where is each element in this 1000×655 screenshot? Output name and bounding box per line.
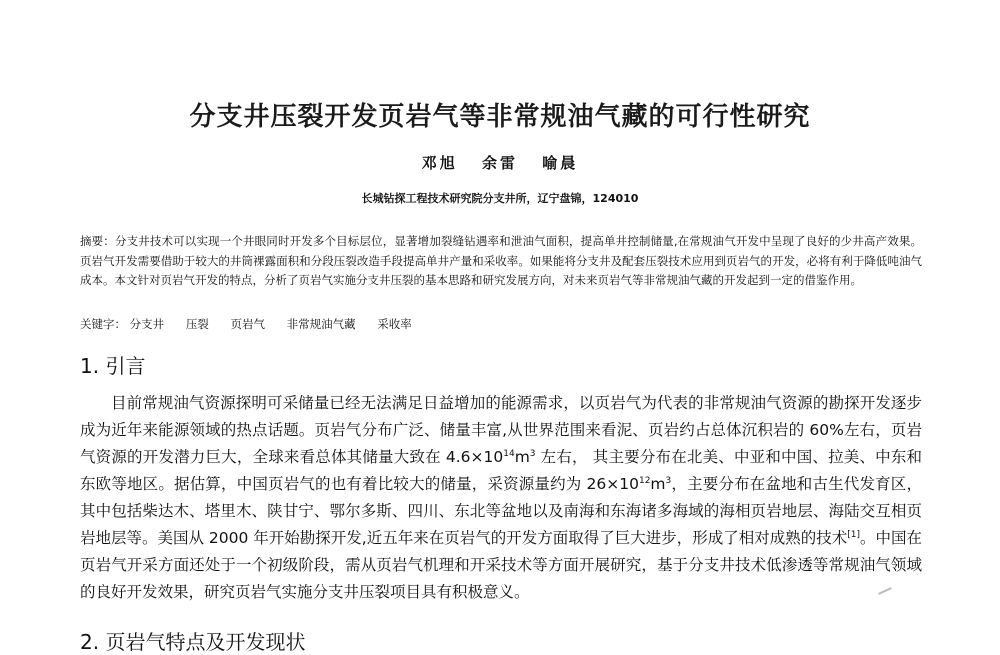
superscript-exponent: 14 [503,448,515,459]
keyword: 压裂 [185,317,209,331]
keyword: 采收率 [377,317,412,331]
superscript-exponent: 3 [529,448,536,459]
paper-title: 分支井压裂开发页岩气等非常规油气藏的可行性研究 [189,102,811,132]
paragraph-text: 目前常规油气资源探明可采储量已经无法满足日益增加的能源需求，以页岩气为代表的非常规油气资源的勘探开发逐步成为近年来能源领域的热点话题。页岩气分布广泛、储量丰富,从世界范围来看泥、页岩约占总体沉积岩的 60%左右，页岩气资源的开发潜力巨大，全球来看总体其储量大致在 4.6×10 [80,394,922,466]
keyword: 分支井 [129,317,165,331]
citation-reference[interactable]: [1] [847,529,860,540]
introduction-paragraph [80,390,922,606]
author-name: 邓旭 [421,154,458,172]
paragraph-text: m [650,475,666,493]
affiliation: 长城钻探工程技术研究院分支井所，辽宁盘锦，124010 [361,192,639,205]
abstract-label: 摘要： [80,234,115,248]
paragraph-text: m [514,448,530,466]
keyword: 非常规油气藏 [286,317,356,331]
author-list [0,152,1000,173]
section-heading-introduction: 1. 引言 [80,354,146,378]
author-name: 喻晨 [542,154,579,172]
paragraph-text: ，主要分布在盆地和古生代发育区，其中包括柴达木、塔里木、陕甘宁、鄂尔多斯、四川、东北等盆地以及南海和东海诸多海域的海相页岩地层、海陆交互相页岩地层等。美国从 2000 年开始勘探开发,近五年来在页岩气的开发方面取得了巨大进步，形成了相对成熟的技术 [80,475,922,547]
abstract-text: 分支井技术可以实现一个井眼同时开发多个目标层位，显著增加裂缝钻遇率和泄油气面积，提高单井控制储量,在常规油气开发中呈现了良好的少井高产效果。页岩气开发需要借助于较大的井筒裸露面积和分段压裂改造手段提高单井产量和采收率。如果能将分支井及配套压裂技术应用到页岩气的开发，必将有利于降低吨油气成本。本文针对页岩气开发的特点，分析了页岩气实施分支井压裂的基本思路和研究发展方向，对未来页岩气等非常规油气藏的开发起到一定的借鉴作用。 [80,234,922,287]
keyword: 页岩气 [230,317,265,331]
paragraph-text: 。中国在页岩气开采方面还处于一个初级阶段，需从页岩气机理和开采技术等方面开展研究，基于分支井技术低渗透等常规油气领域的良好开发效果，研究页岩气实施分支井压裂项目具有积极意义。 [80,529,922,601]
keywords-label: 关键字： [80,317,126,331]
section-heading-shale-gas: 2. 页岩气特点及开发现状 [80,630,306,654]
superscript-exponent: 12 [638,475,651,486]
keywords [80,315,922,334]
author-name: 余雷 [481,154,518,172]
abstract [80,232,922,291]
paragraph-text: 左右， 其主要分布在北美、中亚和中国、拉美、中东和东欧等地区。据估算，中国页岩气的也有着比较大的储量，采资源量约为 26×10 [80,448,923,493]
superscript-exponent: 3 [665,475,672,486]
